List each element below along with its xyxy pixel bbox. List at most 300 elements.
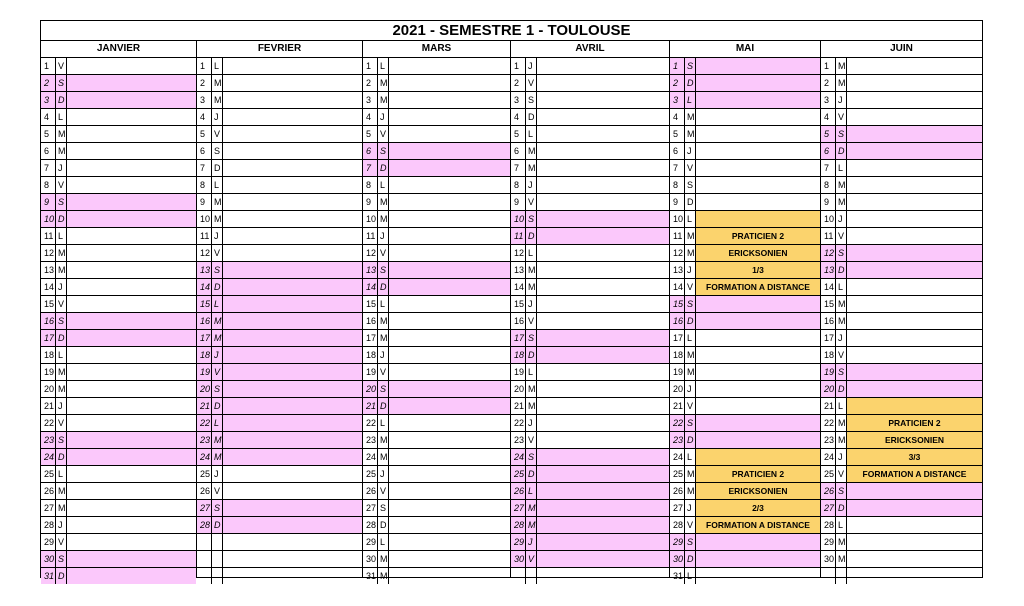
- day-event: [696, 313, 820, 329]
- calendar-title: 2021 - SEMESTRE 1 - TOULOUSE: [41, 21, 982, 41]
- day-number: 17: [821, 330, 836, 346]
- day-row: [821, 126, 982, 143]
- day-row: [197, 415, 362, 432]
- day-event: [847, 109, 982, 125]
- day-number: 29: [41, 534, 56, 550]
- day-row: [821, 279, 982, 296]
- day-number: 30: [511, 551, 526, 567]
- day-event: [67, 296, 196, 312]
- day-row: [821, 262, 982, 279]
- day-of-week: J: [378, 228, 389, 244]
- day-event: [67, 194, 196, 210]
- day-number: 10: [363, 211, 378, 227]
- day-of-week: M: [685, 466, 696, 482]
- day-number: 7: [670, 160, 685, 176]
- day-event: [537, 75, 669, 91]
- day-event: FORMATION A DISTANCE: [696, 517, 820, 533]
- day-number: 18: [821, 347, 836, 363]
- day-row: [670, 160, 820, 177]
- day-number: 1: [363, 58, 378, 74]
- day-of-week: S: [378, 262, 389, 278]
- day-event: [389, 245, 510, 261]
- day-of-week: V: [836, 109, 847, 125]
- day-row: [41, 517, 196, 534]
- day-row: [821, 92, 982, 109]
- day-of-week: L: [685, 92, 696, 108]
- day-of-week: D: [685, 194, 696, 210]
- day-number: 8: [363, 177, 378, 193]
- day-of-week: L: [836, 398, 847, 414]
- day-row: [41, 364, 196, 381]
- day-row: [363, 500, 510, 517]
- day-number: 5: [41, 126, 56, 142]
- day-row: [41, 347, 196, 364]
- day-event: [389, 75, 510, 91]
- day-number: 14: [511, 279, 526, 295]
- day-number: 4: [363, 109, 378, 125]
- day-of-week: V: [836, 228, 847, 244]
- day-row: [511, 228, 669, 245]
- day-event: [67, 551, 196, 567]
- day-event: [389, 313, 510, 329]
- day-event: [67, 92, 196, 108]
- day-of-week: V: [836, 347, 847, 363]
- day-number: 6: [511, 143, 526, 159]
- day-of-week: L: [836, 279, 847, 295]
- day-event: [696, 58, 820, 74]
- day-of-week: J: [836, 92, 847, 108]
- day-number: 9: [197, 194, 212, 210]
- day-event: [847, 279, 982, 295]
- day-event: [696, 126, 820, 142]
- day-of-week: D: [685, 432, 696, 448]
- day-of-week: L: [378, 58, 389, 74]
- day-of-week: L: [56, 228, 67, 244]
- day-row: [821, 347, 982, 364]
- day-number: 8: [197, 177, 212, 193]
- day-number: 1: [197, 58, 212, 74]
- day-of-week: S: [685, 534, 696, 550]
- day-event: [223, 245, 362, 261]
- day-row: [821, 313, 982, 330]
- day-event: [223, 381, 362, 397]
- day-row: [41, 330, 196, 347]
- day-event: [223, 92, 362, 108]
- day-number: 9: [670, 194, 685, 210]
- day-event: PRATICIEN 2: [696, 466, 820, 482]
- day-number: 23: [670, 432, 685, 448]
- day-event: [389, 177, 510, 193]
- day-row: [511, 279, 669, 296]
- day-row: [511, 211, 669, 228]
- day-number: 15: [511, 296, 526, 312]
- day-row: [511, 347, 669, 364]
- day-event: [537, 58, 669, 74]
- day-number: 23: [41, 432, 56, 448]
- day-event: [223, 211, 362, 227]
- day-of-week: M: [56, 364, 67, 380]
- day-number: 9: [511, 194, 526, 210]
- day-row: [363, 534, 510, 551]
- day-of-week: D: [212, 398, 223, 414]
- day-event: [696, 194, 820, 210]
- day-of-week: M: [56, 143, 67, 159]
- day-row: [670, 398, 820, 415]
- day-number: 18: [363, 347, 378, 363]
- day-event: [696, 109, 820, 125]
- day-event: [67, 381, 196, 397]
- day-number: 19: [670, 364, 685, 380]
- day-number: 13: [197, 262, 212, 278]
- day-number: 13: [821, 262, 836, 278]
- day-of-week: M: [378, 313, 389, 329]
- day-of-week: S: [685, 415, 696, 431]
- day-row: [670, 347, 820, 364]
- day-row: [670, 330, 820, 347]
- day-number: 17: [363, 330, 378, 346]
- day-event: [389, 296, 510, 312]
- day-row: [41, 58, 196, 75]
- day-of-week: J: [56, 160, 67, 176]
- day-of-week: L: [56, 466, 67, 482]
- day-number: 2: [511, 75, 526, 91]
- day-number: 17: [41, 330, 56, 346]
- day-row: [670, 194, 820, 211]
- day-number: [511, 568, 526, 584]
- day-event: FORMATION A DISTANCE: [696, 279, 820, 295]
- day-event: [696, 347, 820, 363]
- day-row: [511, 143, 669, 160]
- day-row: [363, 177, 510, 194]
- day-number: 9: [363, 194, 378, 210]
- day-row: [41, 568, 196, 584]
- day-row: [363, 75, 510, 92]
- day-of-week: L: [685, 211, 696, 227]
- day-number: 3: [197, 92, 212, 108]
- day-of-week: M: [836, 194, 847, 210]
- day-number: 27: [363, 500, 378, 516]
- day-number: 25: [511, 466, 526, 482]
- day-of-week: M: [526, 381, 537, 397]
- day-number: 29: [821, 534, 836, 550]
- day-of-week: L: [56, 347, 67, 363]
- day-number: 9: [41, 194, 56, 210]
- day-event: [847, 245, 982, 261]
- day-number: 2: [821, 75, 836, 91]
- day-of-week: D: [56, 211, 67, 227]
- day-event: [389, 449, 510, 465]
- day-number: 23: [821, 432, 836, 448]
- day-event: [537, 500, 669, 516]
- day-of-week: D: [378, 160, 389, 176]
- day-number: 21: [41, 398, 56, 414]
- day-row: [363, 109, 510, 126]
- day-row: [511, 483, 669, 500]
- day-of-week: M: [836, 534, 847, 550]
- day-row: [363, 568, 510, 584]
- day-of-week: M: [378, 194, 389, 210]
- day-number: 19: [821, 364, 836, 380]
- day-of-week: S: [56, 313, 67, 329]
- day-of-week: S: [212, 262, 223, 278]
- day-number: 21: [363, 398, 378, 414]
- day-row: [821, 364, 982, 381]
- day-event: [389, 364, 510, 380]
- day-row: [670, 381, 820, 398]
- day-row: [41, 432, 196, 449]
- day-number: 3: [363, 92, 378, 108]
- day-number: 7: [363, 160, 378, 176]
- day-row: [511, 364, 669, 381]
- day-of-week: D: [378, 398, 389, 414]
- day-row: [41, 381, 196, 398]
- day-row: [363, 194, 510, 211]
- day-of-week: M: [685, 483, 696, 499]
- day-of-week: [212, 551, 223, 567]
- day-of-week: M: [526, 262, 537, 278]
- day-row: [41, 92, 196, 109]
- day-number: [197, 534, 212, 550]
- day-of-week: V: [685, 517, 696, 533]
- day-number: 23: [363, 432, 378, 448]
- day-event: [389, 381, 510, 397]
- month-column-mai: [670, 41, 821, 581]
- day-event: [847, 211, 982, 227]
- day-of-week: J: [378, 109, 389, 125]
- day-row: [670, 262, 820, 279]
- day-event: [537, 398, 669, 414]
- day-of-week: M: [56, 262, 67, 278]
- day-of-week: M: [56, 381, 67, 397]
- day-number: 14: [821, 279, 836, 295]
- day-row: [41, 160, 196, 177]
- day-of-week: D: [836, 500, 847, 516]
- day-event: [389, 398, 510, 414]
- day-event: [67, 211, 196, 227]
- day-event: [67, 126, 196, 142]
- day-event: 1/3: [696, 262, 820, 278]
- day-row: [41, 398, 196, 415]
- day-of-week: J: [212, 466, 223, 482]
- day-of-week: M: [685, 364, 696, 380]
- day-of-week: J: [56, 398, 67, 414]
- day-number: 10: [197, 211, 212, 227]
- day-row: [670, 126, 820, 143]
- day-number: 21: [197, 398, 212, 414]
- day-row: [511, 296, 669, 313]
- day-event: [223, 75, 362, 91]
- day-of-week: M: [836, 177, 847, 193]
- month-header: FEVRIER: [197, 41, 362, 58]
- day-event: [696, 177, 820, 193]
- day-of-week: V: [212, 483, 223, 499]
- day-of-week: J: [378, 347, 389, 363]
- day-event: [389, 109, 510, 125]
- day-event: [223, 500, 362, 516]
- day-event: [389, 466, 510, 482]
- day-number: 7: [197, 160, 212, 176]
- day-row: [197, 517, 362, 534]
- day-event: [537, 296, 669, 312]
- day-event: [847, 228, 982, 244]
- day-row: [197, 211, 362, 228]
- day-row: [363, 228, 510, 245]
- day-number: 22: [670, 415, 685, 431]
- day-of-week: D: [836, 143, 847, 159]
- day-of-week: D: [212, 279, 223, 295]
- day-row: [670, 364, 820, 381]
- day-event: [223, 364, 362, 380]
- day-event: [67, 109, 196, 125]
- day-event: [67, 245, 196, 261]
- day-event: [847, 58, 982, 74]
- day-row: [670, 313, 820, 330]
- day-of-week: L: [526, 245, 537, 261]
- day-of-week: M: [836, 58, 847, 74]
- day-event: [847, 143, 982, 159]
- day-of-week: L: [685, 330, 696, 346]
- day-row: [197, 262, 362, 279]
- day-event: [537, 381, 669, 397]
- day-row: [821, 449, 982, 466]
- day-number: 12: [363, 245, 378, 261]
- day-of-week: J: [685, 381, 696, 397]
- day-row: [670, 279, 820, 296]
- day-number: 10: [511, 211, 526, 227]
- day-row: [670, 449, 820, 466]
- day-of-week: V: [378, 245, 389, 261]
- day-row: [670, 551, 820, 568]
- day-of-week: D: [526, 347, 537, 363]
- day-number: 28: [197, 517, 212, 533]
- day-event: [67, 483, 196, 499]
- day-of-week: J: [56, 279, 67, 295]
- day-of-week: D: [212, 517, 223, 533]
- day-event: [223, 194, 362, 210]
- day-number: 25: [670, 466, 685, 482]
- day-number: 1: [821, 58, 836, 74]
- day-of-week: D: [56, 330, 67, 346]
- day-event: [389, 211, 510, 227]
- day-of-week: D: [56, 568, 67, 584]
- day-number: 6: [41, 143, 56, 159]
- day-event: [223, 517, 362, 533]
- day-number: 8: [511, 177, 526, 193]
- day-of-week: V: [526, 313, 537, 329]
- day-event: [223, 296, 362, 312]
- day-row: [197, 245, 362, 262]
- month-header: MARS: [363, 41, 510, 58]
- day-of-week: L: [212, 415, 223, 431]
- day-row: [511, 194, 669, 211]
- day-event: [537, 364, 669, 380]
- day-row: [41, 126, 196, 143]
- day-event: [223, 568, 362, 584]
- day-row: [821, 296, 982, 313]
- day-row: [511, 466, 669, 483]
- day-number: 19: [41, 364, 56, 380]
- day-of-week: M: [212, 92, 223, 108]
- day-number: 7: [821, 160, 836, 176]
- day-of-week: J: [685, 262, 696, 278]
- day-of-week: L: [212, 177, 223, 193]
- day-of-week: S: [685, 177, 696, 193]
- day-of-week: L: [526, 483, 537, 499]
- day-number: 24: [197, 449, 212, 465]
- day-of-week: L: [378, 296, 389, 312]
- day-number: 27: [197, 500, 212, 516]
- day-of-week: M: [685, 245, 696, 261]
- day-of-week: S: [212, 500, 223, 516]
- day-event: [67, 449, 196, 465]
- day-number: 2: [197, 75, 212, 91]
- day-event: [389, 500, 510, 516]
- day-of-week: M: [212, 449, 223, 465]
- day-of-week: S: [378, 500, 389, 516]
- day-row: [41, 194, 196, 211]
- day-event: [696, 160, 820, 176]
- day-of-week: V: [378, 483, 389, 499]
- day-row: [511, 415, 669, 432]
- day-of-week: D: [378, 517, 389, 533]
- day-row: [41, 449, 196, 466]
- day-event: [537, 177, 669, 193]
- calendar-sheet: [40, 20, 983, 581]
- day-of-week: J: [526, 415, 537, 431]
- day-row: [197, 228, 362, 245]
- day-row: [197, 143, 362, 160]
- day-of-week: L: [378, 415, 389, 431]
- day-number: 13: [363, 262, 378, 278]
- day-number: 18: [511, 347, 526, 363]
- day-event: [537, 262, 669, 278]
- day-event: [67, 534, 196, 550]
- day-of-week: V: [685, 398, 696, 414]
- day-event: [696, 211, 820, 227]
- day-of-week: L: [212, 58, 223, 74]
- day-number: 9: [821, 194, 836, 210]
- day-of-week: [526, 568, 537, 584]
- day-number: 11: [511, 228, 526, 244]
- day-row: [41, 143, 196, 160]
- day-of-week: M: [836, 432, 847, 448]
- day-event: [223, 279, 362, 295]
- day-number: 11: [821, 228, 836, 244]
- day-row: [363, 449, 510, 466]
- day-number: 25: [41, 466, 56, 482]
- day-of-week: M: [56, 500, 67, 516]
- day-row: [363, 517, 510, 534]
- day-event: [223, 330, 362, 346]
- day-event: [67, 466, 196, 482]
- day-row: [197, 551, 362, 568]
- day-number: 30: [41, 551, 56, 567]
- day-number: 21: [670, 398, 685, 414]
- day-number: 5: [511, 126, 526, 142]
- day-row: [197, 534, 362, 551]
- day-event: [537, 483, 669, 499]
- day-event: [389, 228, 510, 244]
- day-number: 19: [197, 364, 212, 380]
- day-row: [363, 211, 510, 228]
- day-event: [847, 483, 982, 499]
- day-event: [696, 398, 820, 414]
- day-event: [67, 177, 196, 193]
- day-event: [223, 143, 362, 159]
- day-event: [537, 534, 669, 550]
- day-row: [197, 194, 362, 211]
- day-of-week: M: [526, 160, 537, 176]
